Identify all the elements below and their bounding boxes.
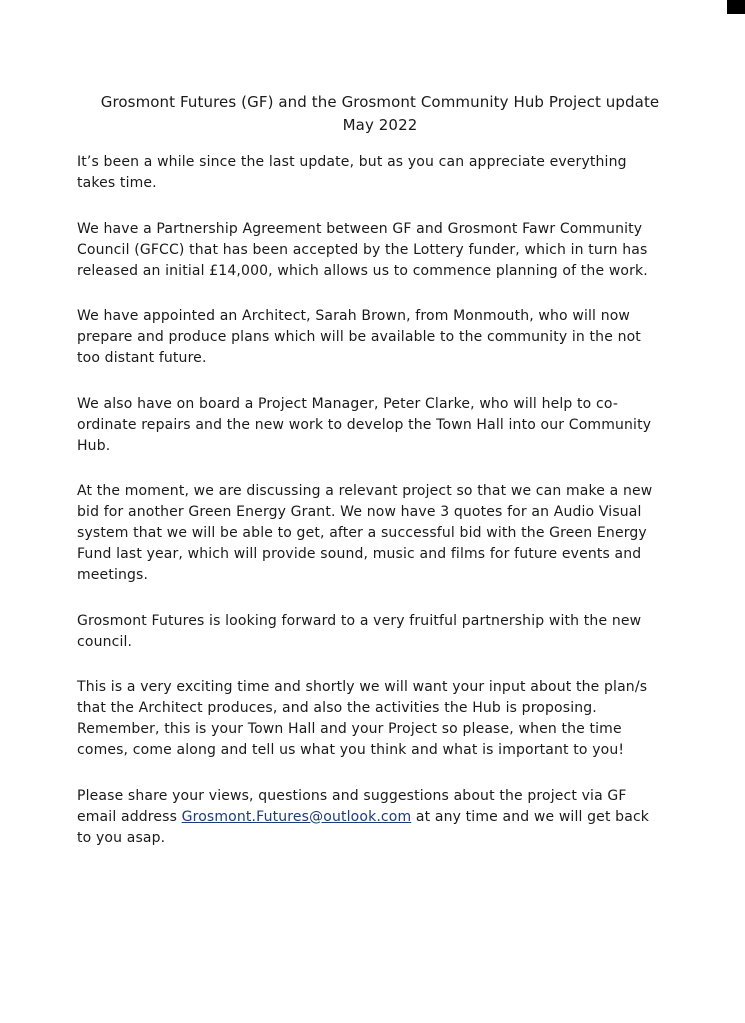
paragraph-project-manager: We also have on board a Project Manager, Peter Clarke, who will help to co-ordinate repairs and the new work to develop the Town Hall into our Community Hub.: [77, 395, 652, 454]
contact-text-after: at any time and we will get back to you asap.: [77, 808, 650, 846]
document-body: [77, 152, 667, 873]
email-link[interactable]: Grosmont.Futures@outlook.com: [181, 808, 412, 825]
paragraph-contact: [77, 786, 667, 849]
scan-edge-mark: [727, 0, 745, 14]
document-title: [60, 91, 700, 137]
contact-text-before: Please share your views, questions and suggestions about the project via GF email address: [77, 787, 627, 825]
paragraph-input: This is a very exciting time and shortly we will want your input about the plan/s that the Architect produces, and also the activities the Hub is proposing. Remember, this is your Town Hall and your Project so please, when the time comes, come along and tell us what you think and what is important to you!: [77, 679, 648, 758]
paragraph-intro: It’s been a while since the last update, but as you can appreciate everything takes time.: [77, 154, 627, 191]
paragraph-green-energy: At the moment, we are discussing a relevant project so that we can make a new bid for another Green Energy Grant. We now have 3 quotes for an Audio Visual system that we will be able to get, after a successful bid with the Green Energy Fund last year, which will provide sound, music and films for future events and meetings.: [77, 483, 653, 583]
title-line-1: Grosmont Futures (GF) and the Grosmont Community Hub Project update: [100, 93, 660, 111]
title-date: May 2022: [342, 116, 418, 134]
paragraph-architect: We have appointed an Architect, Sarah Brown, from Monmouth, who will now prepare and produce plans which will be available to the community in the not too distant future.: [77, 308, 641, 366]
paragraph-partnership: We have a Partnership Agreement between GF and Grosmont Fawr Community Council (GFCC) that has been accepted by the Lottery funder, which in turn has released an initial £14,000, which allows us to commence planning of the work.: [77, 220, 648, 279]
paragraph-council: Grosmont Futures is looking forward to a very fruitful partnership with the new council.: [77, 612, 642, 650]
